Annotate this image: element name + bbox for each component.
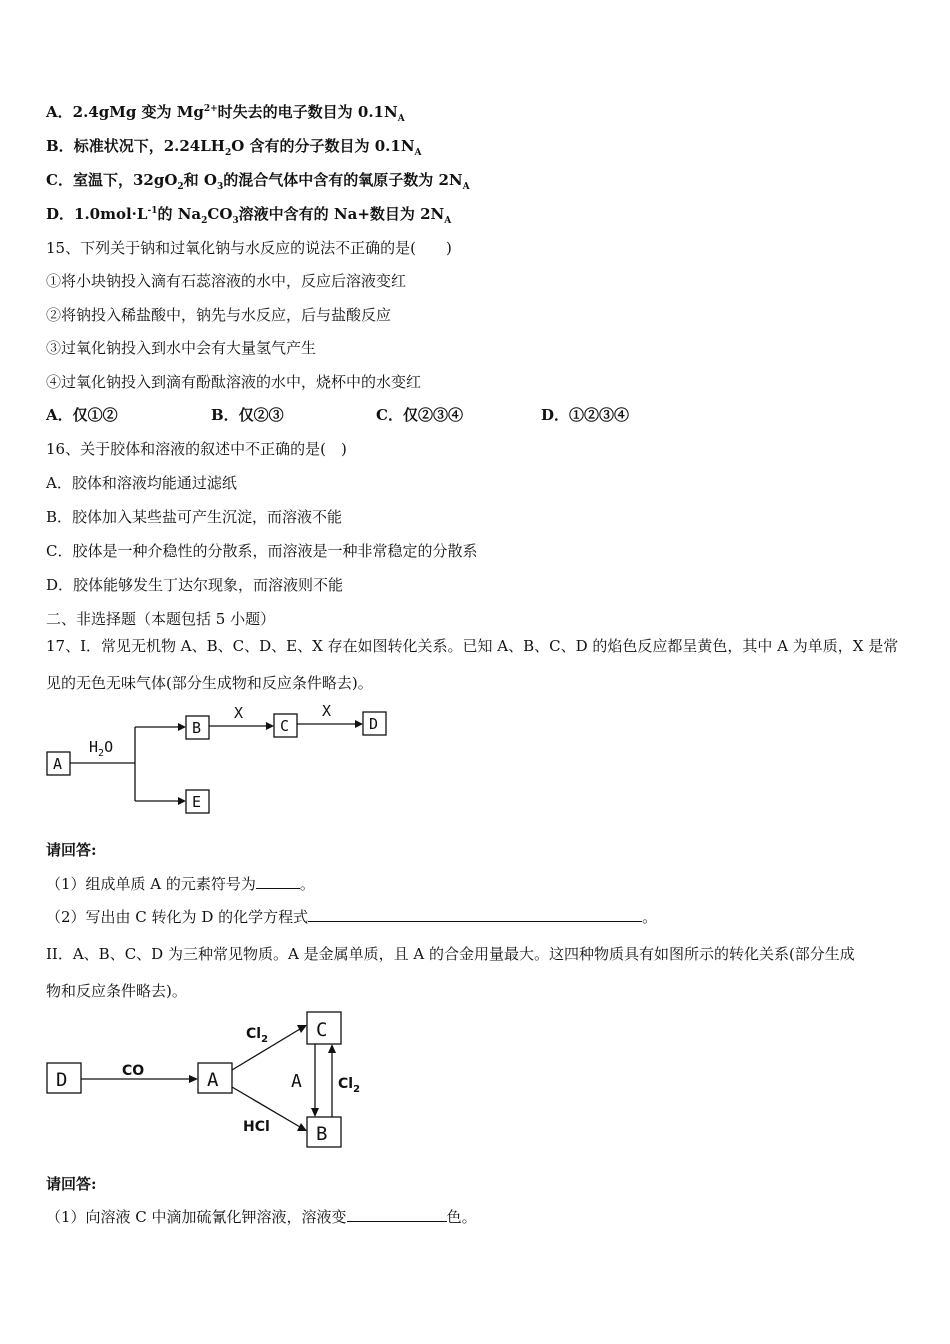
q14-option-a: A．2.4gMg 变为 $Mg^{2+}$时失去的电子数目为 $0.1N_A$ [46,103,405,124]
q14-option-d: D．$1.0mol\cdot L^{-1}$的 $Na_2CO_3$溶液中含有的 Na+数目为 $2N_A$ [46,205,452,226]
q15-option-a: A．仅①② [46,406,118,424]
q15-option-d: D．①②③④ [541,406,630,424]
arrow-head [178,797,186,805]
q15-item-1: ①将小块钠投入滴有石蕊溶液的水中，反应后溶液变红 [46,272,407,290]
label-co: CO [122,1063,145,1079]
q17-part2-line2: 物和反应条件略去)。 [46,982,187,1000]
arrow-head [266,722,274,730]
q14-option-b: B．标准状况下，$2.24LH_2O$ 含有的分子数目为 $0.1N_A$ [46,137,422,158]
q14-option-c: C．室温下，$32gO_2$和 $O_3$的混合气体中含有的氧原子数为 $2N_A$ [46,171,470,192]
arrow-head [355,720,363,728]
label-c: C [280,717,290,735]
reaction-diagram-1 [40,700,400,822]
q15-item-2: ②将钠投入稀盐酸中，钠先与水反应，后与盐酸反应 [46,306,392,324]
q17-sub1: （1）组成单质 A 的元素符号为 。 [46,875,315,893]
reaction-diagram-2 [40,1005,380,1155]
label-a2: A [207,1069,219,1091]
arrow-head [297,1025,307,1033]
q15-option-b: B．仅②③ [211,406,284,424]
label-x1: X [234,704,244,722]
arrow-head [328,1044,336,1053]
q16-option-b: B．胶体加入某些盐可产生沉淀，而溶液不能 [46,508,343,526]
label-cl2-right: $Cl_2$ [338,1076,361,1095]
q15-item-4: ④过氧化钠投入到滴有酚酞溶液的水中，烧杯中的水变红 [46,373,422,391]
label-a: A [53,755,63,773]
q17-part1-line2: 见的无色无味气体(部分生成物和反应条件略去)。 [46,674,373,692]
label-b2: B [316,1123,328,1145]
q16-stem: 16、关于胶体和溶液的叙述中不正确的是( ) [46,440,347,458]
label-d2: D [56,1069,68,1091]
label-cl2-top: $Cl_2$ [246,1026,269,1045]
label-d: D [369,715,379,733]
q17-sub3: （1）向溶液 C 中滴加硫氰化钾溶液，溶液变 色。 [46,1208,477,1226]
q17-part1-line1: 17、I．常见无机物 A、B、C、D、E、X 存在如图转化关系。已知 A、B、C、D 的焰色反应都呈黄色，其中 A 为单质，X 是常 [46,637,899,655]
label-e: E [192,793,202,811]
q16-option-c: C．胶体是一种介稳性的分散系，而溶液是一种非常稳定的分散系 [46,542,478,560]
label-b: B [192,719,202,737]
answer-blank-2[interactable] [308,907,642,922]
q17-sub2: （2）写出由 C 转化为 D 的化学方程式 。 [46,908,658,926]
label-h2o: $H_2O$ [89,738,114,759]
label-mid-a: A [291,1071,302,1092]
answer-prompt-2: 请回答: [46,1175,97,1193]
q15-option-c: C．仅②③④ [376,406,463,424]
label-hcl: HCl [243,1119,270,1135]
q17-part2-line1: II．A、B、C、D 为三种常见物质。A 是金属单质，且 A 的合金用量最大。这四种物质具有如图所示的转化关系(部分生成 [46,945,855,963]
q16-option-d: D．胶体能够发生丁达尔现象，而溶液则不能 [46,576,344,594]
label-x2: X [322,702,332,720]
section-heading: 二、非选择题（本题包括 5 小题） [46,610,276,628]
arrow-head [311,1108,319,1117]
label-c2: C [316,1019,328,1041]
arrow-head [178,723,186,731]
answer-prompt-1: 请回答: [46,841,97,859]
q16-option-a: A．胶体和溶液均能通过滤纸 [46,474,237,492]
q15-stem: 15、下列关于钠和过氧化钠与水反应的说法不正确的是( ) [46,239,452,257]
answer-blank-1[interactable] [256,874,300,889]
q15-options [46,405,629,425]
arrow-head [189,1075,198,1083]
answer-blank-3[interactable] [347,1207,447,1222]
q15-item-3: ③过氧化钠投入到水中会有大量氢气产生 [46,339,317,357]
arrow-head [297,1123,307,1131]
